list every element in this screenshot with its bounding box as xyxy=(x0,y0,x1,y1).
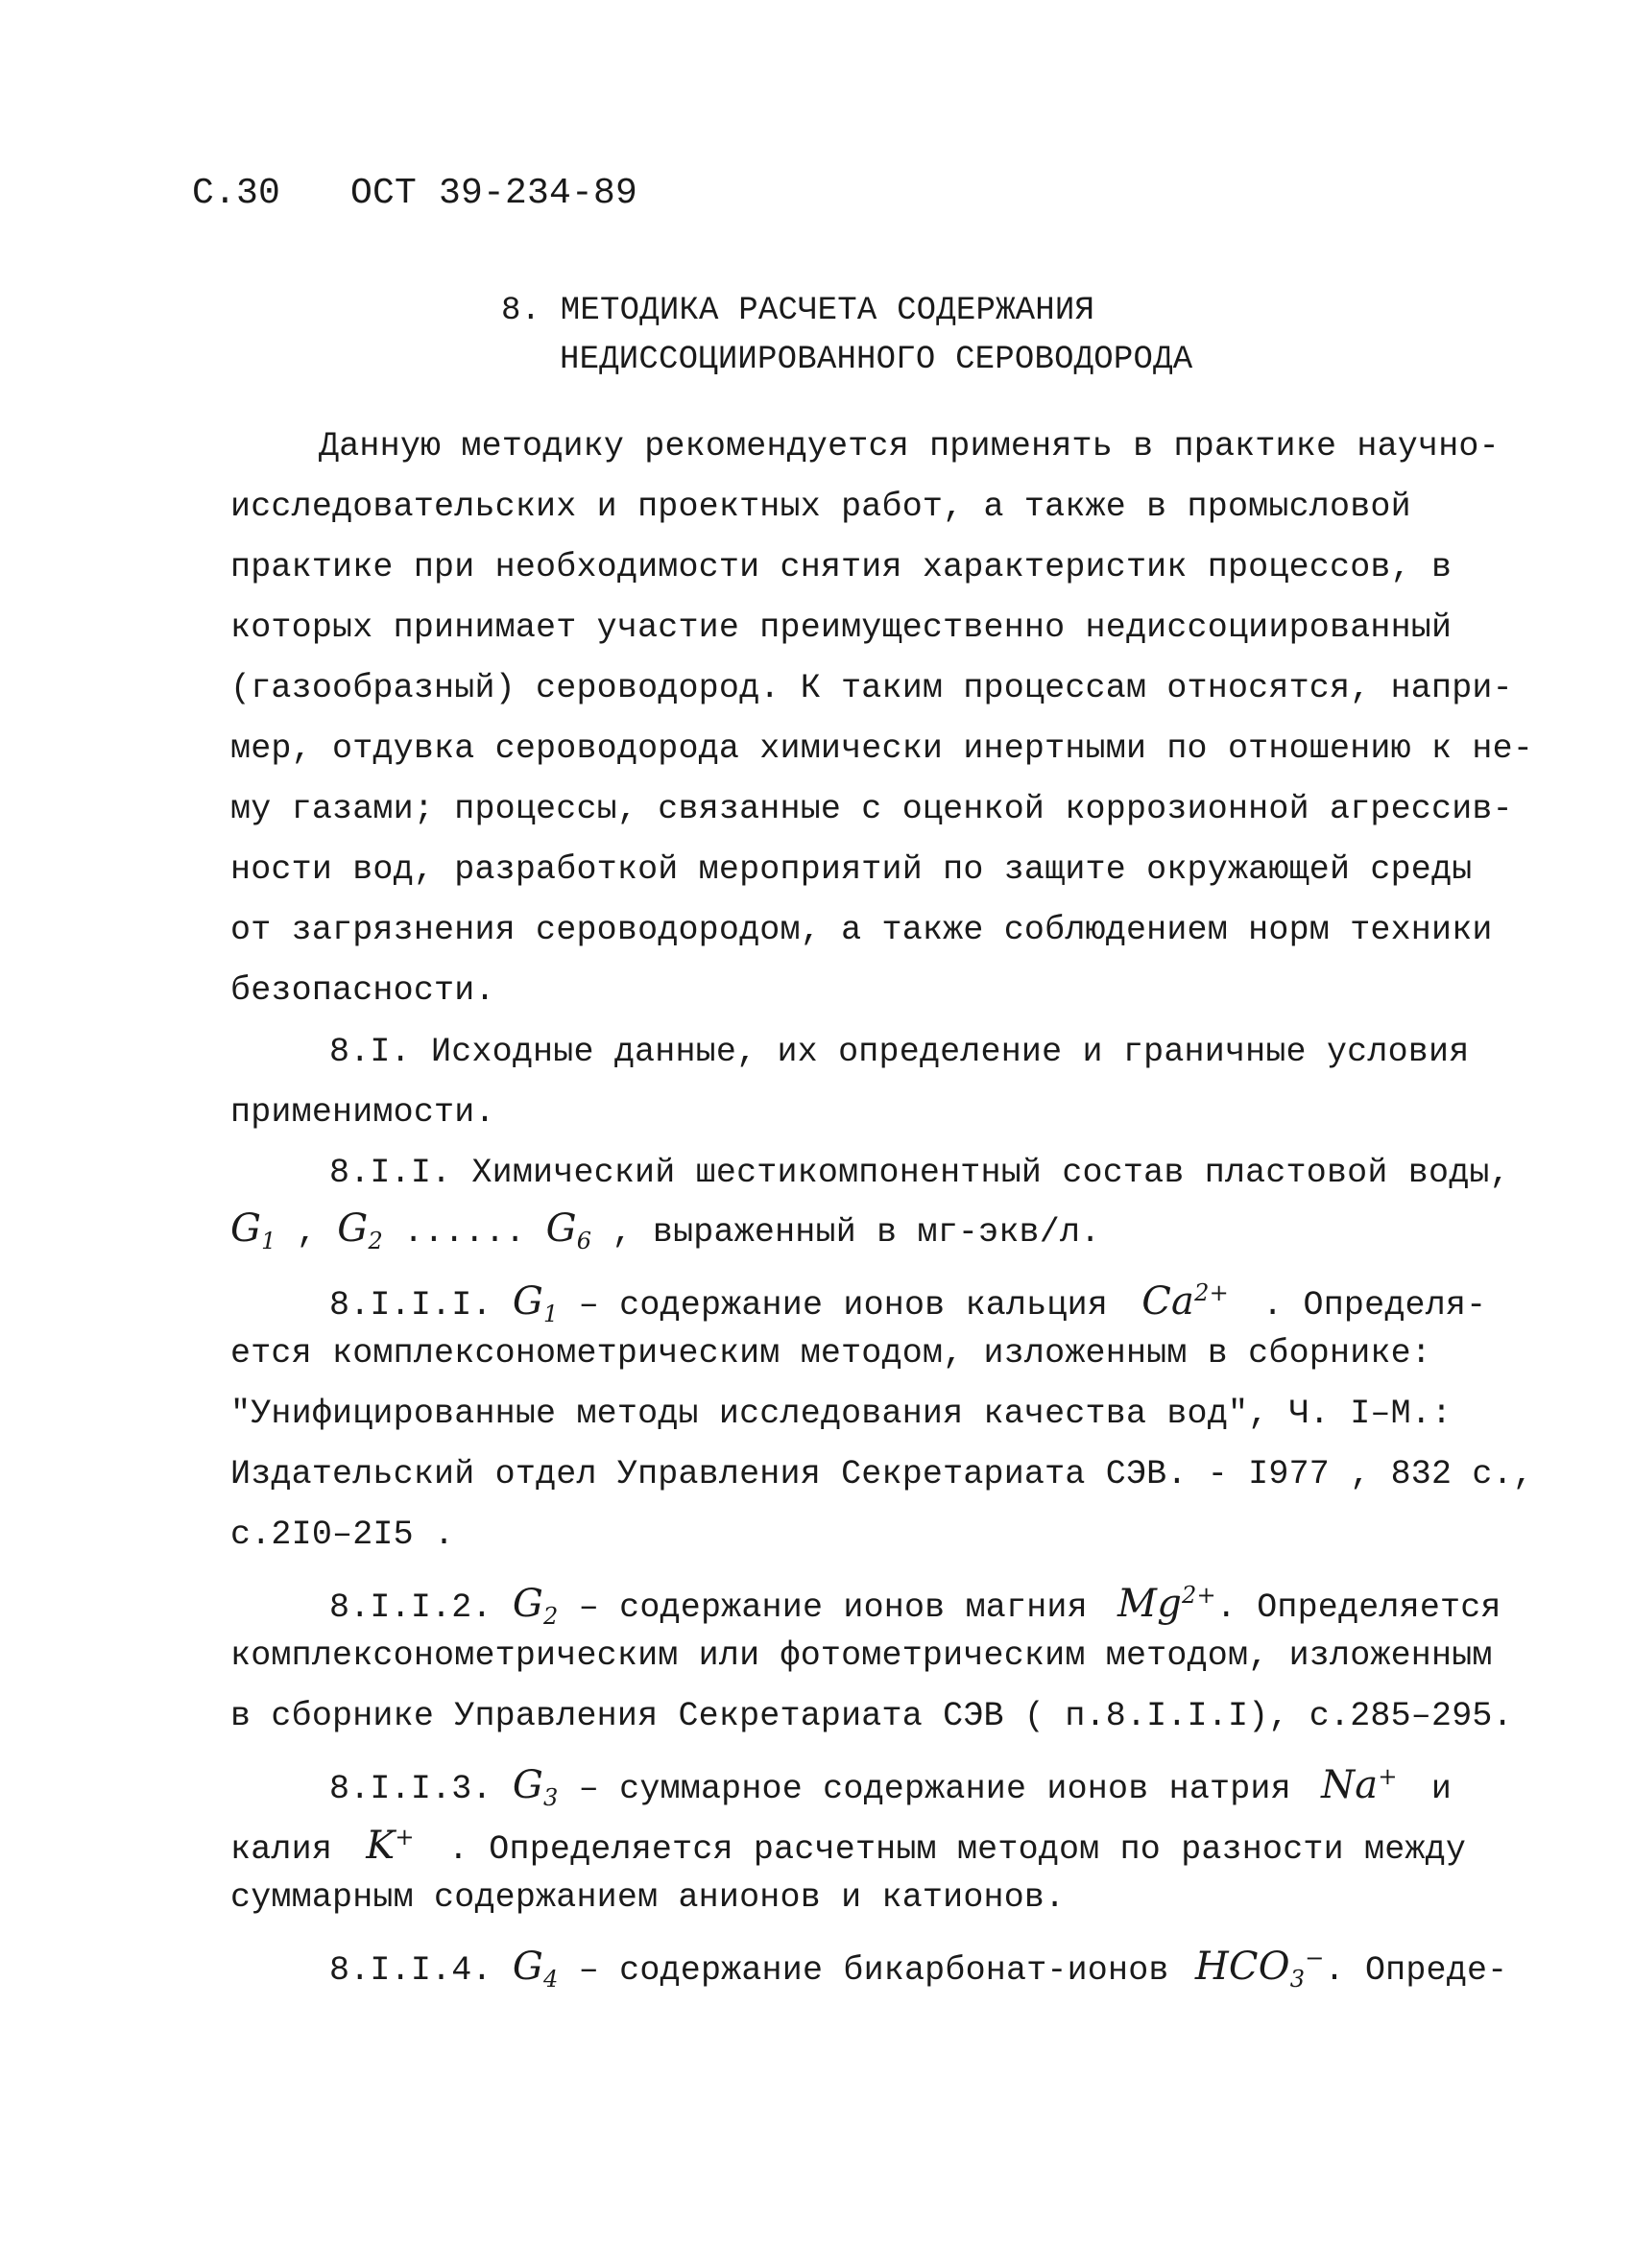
units-text: , выраженный в мг-экв/л. xyxy=(612,1213,1101,1252)
symbol-g1: $G_1$ xyxy=(230,1206,276,1254)
ion-calcium: $Ca^{2+}$ xyxy=(1141,1279,1229,1324)
text-line: от загрязнения сероводородом, а также соблюдением норм техники xyxy=(230,911,1493,949)
symbol-g2: $G_2$ xyxy=(512,1582,559,1630)
text-line: (газообразный) сероводород. К таким процессам относятся, напри- xyxy=(230,669,1513,707)
section-8-1-1-line-1: 8.I.I. Химический шестикомпонентный состав пластовой воды, xyxy=(329,1154,1510,1192)
text-line: "Унифицированные методы исследования качества вод", Ч. I–М.: xyxy=(230,1395,1453,1433)
symbol-g6: $G_6$ xyxy=(545,1206,592,1254)
symbol-g4: $G_4$ xyxy=(512,1945,559,1993)
ellipsis: ...... xyxy=(403,1213,526,1252)
text-line: с.2I0–2I5 . xyxy=(230,1516,455,1554)
section-8-1-1-3-line-2: калия K+ . Определяется расчетным методом по разности между xyxy=(230,1816,1466,1871)
text-line: суммарным содержанием анионов и катионов. xyxy=(230,1878,1066,1917)
section-8-1-1-3-line-1: 8.I.I.3. $G_3$ – суммарное содержание ионов натрия Na+ и xyxy=(329,1755,1452,1819)
text-line: мер, отдувка сероводорода химически инертными по отношению к не- xyxy=(230,729,1534,768)
document-code: ОСТ 39-234-89 xyxy=(350,173,638,214)
text-line: которых принимает участие преимущественно недиссоциированный xyxy=(230,609,1453,647)
text-line: исследовательских и проектных работ, а также в промысловой xyxy=(230,488,1411,526)
section-8-1-line-2: применимости. xyxy=(230,1093,495,1132)
section-8-1-1-line-2: $G_1$ , $G_2$ ...... $G_6$ , выраженный в мг-экв/л. xyxy=(230,1207,1100,1262)
section-title-line-2: НЕДИССОЦИИРОВАННОГО СЕРОВОДОРОДА xyxy=(560,342,1193,378)
section-8-1-1-2-line-1: 8.I.I.2. $G_2$ – содержание ионов магния $Mg^{2+}$. Определяется xyxy=(329,1574,1501,1637)
text-line: в сборнике Управления Секретариата СЭВ ( п.8.I.I.I), с.285–295. xyxy=(230,1697,1513,1735)
ion-potassium: K+ xyxy=(366,1824,415,1868)
text-line: комплексонометрическим или фотометрическим методом, изложенным xyxy=(230,1636,1493,1675)
section-title-line-1: 8. МЕТОДИКА РАСЧЕТА СОДЕРЖАНИЯ xyxy=(501,293,1095,329)
ion-bicarbonate: $HCO_3^-$ xyxy=(1194,1945,1325,1993)
section-8-1-1-1-line-1: 8.I.I.I. $G_1$ – содержание ионов кальция $Ca^{2+}$ . Определя- xyxy=(329,1272,1486,1335)
section-8-1-1-4-line-1: 8.I.I.4. $G_4$ – содержание бикарбонат-ионов $HCO_3^-$. Опреде- xyxy=(329,1937,1507,2000)
text-line: безопасности. xyxy=(230,971,495,1010)
symbol-g1: $G_1$ xyxy=(512,1279,559,1327)
text-line: Данную методику рекомендуется применять в практике научно- xyxy=(319,427,1500,466)
text-line: ется комплексонометрическим методом, изложенным в сборнике: xyxy=(230,1334,1432,1373)
symbol-g3: $G_3$ xyxy=(512,1763,559,1811)
text-line: му газами; процессы, связанные с оценкой коррозионной агрессив- xyxy=(230,790,1513,828)
page-number: С.30 xyxy=(192,173,281,214)
text-line: практике при необходимости снятия характеристик процессов, в xyxy=(230,548,1453,586)
ion-magnesium: $Mg^{2+}$ xyxy=(1117,1582,1216,1626)
text-line: ности вод, разработкой мероприятий по защите окружающей среды xyxy=(230,850,1473,889)
section-8-1-line-1: 8.I. Исходные данные, их определение и граничные условия xyxy=(329,1033,1470,1071)
symbol-g2: $G_2$ xyxy=(337,1206,383,1254)
ion-sodium: Na+ xyxy=(1321,1763,1398,1807)
text-line: Издательский отдел Управления Секретариата СЭВ. - I977 , 832 с., xyxy=(230,1455,1534,1493)
